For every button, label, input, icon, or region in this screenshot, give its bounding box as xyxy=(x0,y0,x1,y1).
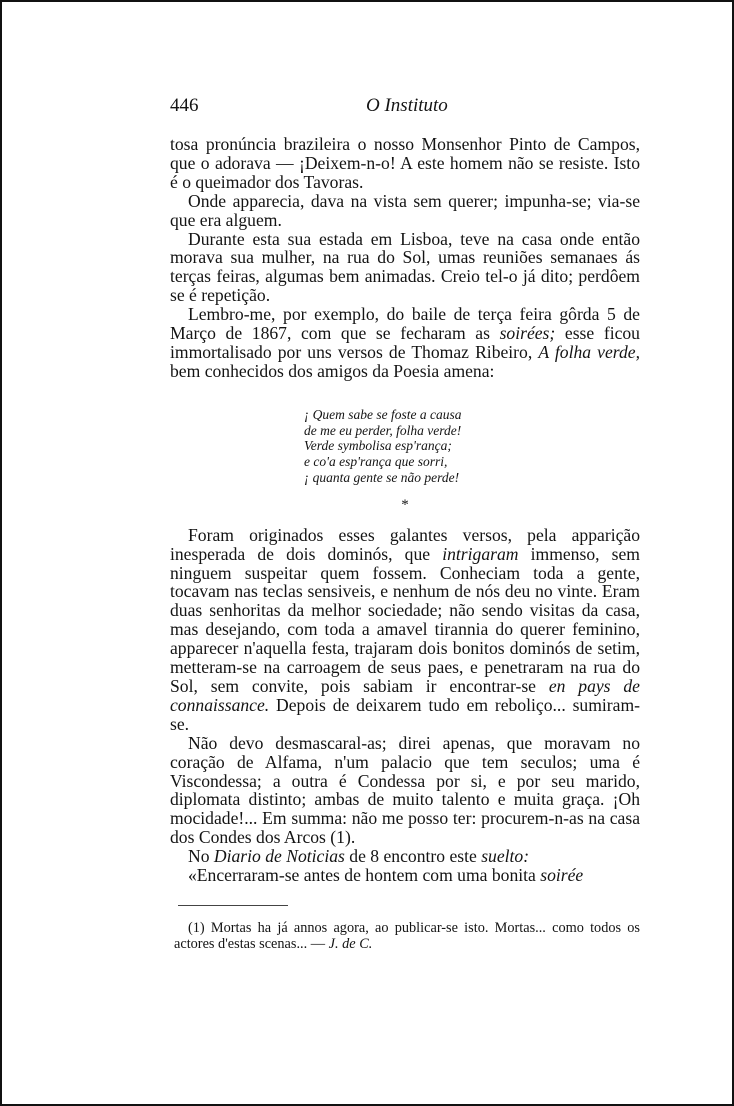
paragraph-5-text: Foram originados esses galantes versos, pela apparição inesperada de dois dominós, que xyxy=(170,524,640,564)
paragraph-1: tosa pronúncia brazileira o nosso Monsenhor Pinto de Campos, que o adorava — ¡Deixem-n-o! A este homem não se resiste. Isto é o queimador dos Tavoras. xyxy=(170,134,640,192)
poem-title-italic: A folha verde, xyxy=(538,341,640,362)
poem-line: Verde symbolisa esp'rança; xyxy=(304,438,452,454)
footnote-signature: J. de C. xyxy=(328,936,373,952)
section-separator: * xyxy=(401,496,409,513)
footnote-divider xyxy=(178,905,288,906)
paragraph-5-text: Depois de deixarem tudo em reboliço... sumiram-se. xyxy=(170,694,640,734)
paragraph-4-text: Lembro-me, por exemplo, do baile de terça feira gôrda 5 de Março de 1867, com que se fecharam as xyxy=(170,304,640,344)
poem-line: ¡ quanta gente se não perde! xyxy=(304,469,460,485)
paragraph-4-italic-soirees: soirées; xyxy=(499,323,556,344)
page-header xyxy=(170,95,640,121)
paragraph-7-italic-suelto: suelto: xyxy=(481,846,530,867)
paragraph-4 xyxy=(170,305,640,381)
paragraph-6: Não devo desmascaral-as; direi apenas, que moravam no coração de Alfama, n'um palacio que tem seculos; uma é Viscondessa; a outra é Condessa por si, e por seu marido, diplomata distinto; ambas de muito talento e muita graça. ¡Oh mocidade!... Em summa: não me posso ter: procurem-n-as na casa dos Condes dos Arcos (1). xyxy=(170,732,640,848)
paragraph-3: Durante esta sua estada em Lisboa, teve na casa onde então morava sua mulher, na rua do Sol, umas reuniões semanaes ás terças feiras, algumas bem animadas. Creio tel-o já dito; perdôem se é repetição. xyxy=(170,228,640,306)
paragraph-5-italic-phrase: en pays de connaissance. xyxy=(170,676,640,715)
paragraph-4-text: esse ficou immortalisado por uns versos de Thomaz Ribeiro, xyxy=(170,323,640,362)
poem-line: e co'a esp'rança que sorri, xyxy=(304,454,448,470)
paragraph-7 xyxy=(170,847,640,866)
poem-line: ¡ Quem sabe se foste a causa xyxy=(304,406,462,422)
paragraph-5 xyxy=(170,526,640,734)
paragraph-5-italic-intrigaram: intrigaram xyxy=(442,543,519,564)
poem-line: de me eu perder, folha verde! xyxy=(304,422,462,438)
paragraph-8-text: «Encerraram-se antes de hontem com uma bonita xyxy=(188,865,541,886)
footnote-text: (1) Mortas ha já annos agora, ao publicar-se isto. Mortas... como todos os actores d'estas scenas... — xyxy=(174,920,640,952)
poem-quote xyxy=(304,407,640,486)
page-number: 446 xyxy=(170,95,199,116)
body-text xyxy=(170,135,640,885)
running-title: O Instituto xyxy=(366,95,448,116)
paragraph-2: Onde apparecia, dava na vista sem querer; impunha-se; via-se que era alguem. xyxy=(170,190,640,230)
paragraph-7-text: No xyxy=(188,846,214,867)
paragraph-8 xyxy=(170,866,640,885)
footnote xyxy=(174,920,640,952)
paragraph-5-text: immenso, sem ninguem suspeitar quem fossem. Conheciam toda a gente, tocavam nas teclas sensiveis, e nenhum de nós deu no vinte. Eram duas senhoritas da melhor sociedade; não sendo visitas da casa, mas desejando, com toda a amavel tirannia do querer feminino, apparecer n'aquella festa, trajaram dois bonitos dominós de setim, metteram-se na carroagem de seus paes, e penetraram na rua do Sol, sem convite, pois sabiam ir encontrar-se xyxy=(170,543,640,697)
newspaper-title-italic: Diario de Noticias xyxy=(213,846,345,867)
paragraph-4-text: bem conhecidos dos amigos da Poesia amena: xyxy=(170,360,495,381)
paragraph-7-text: de 8 encontro este xyxy=(344,846,482,867)
paragraph-8-italic-soiree: soirée xyxy=(540,865,584,886)
